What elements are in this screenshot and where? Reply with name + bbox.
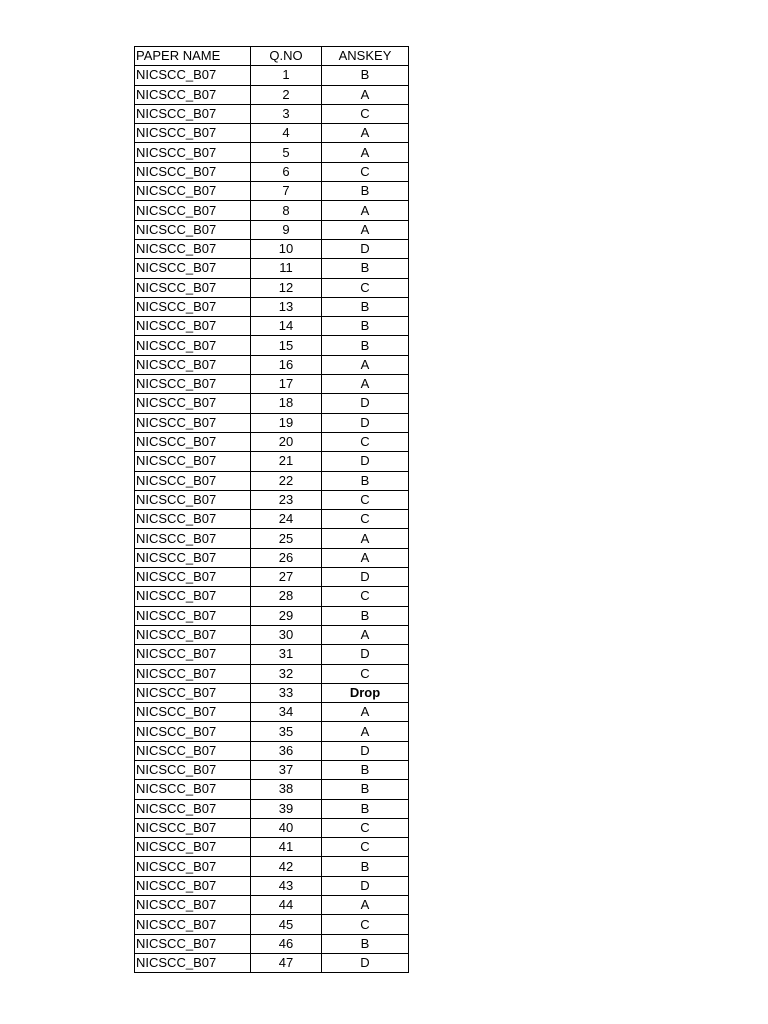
paper-name-cell: NICSCC_B07 — [135, 162, 251, 181]
paper-name-cell: NICSCC_B07 — [135, 124, 251, 143]
question-number-cell: 19 — [251, 413, 322, 432]
table-row — [135, 182, 409, 201]
paper-name-cell: NICSCC_B07 — [135, 780, 251, 799]
table-row — [135, 683, 409, 702]
answer-key-cell: B — [322, 317, 409, 336]
answer-key-cell: C — [322, 587, 409, 606]
answer-key-cell: D — [322, 645, 409, 664]
table-row — [135, 336, 409, 355]
answer-key-cell: A — [322, 703, 409, 722]
header-qno: Q.NO — [251, 47, 322, 66]
answer-key-cell: B — [322, 182, 409, 201]
answer-key-cell: C — [322, 162, 409, 181]
table-row — [135, 432, 409, 451]
table-row — [135, 510, 409, 529]
answer-key-cell: C — [322, 915, 409, 934]
answer-key-cell: D — [322, 741, 409, 760]
paper-name-cell: NICSCC_B07 — [135, 413, 251, 432]
answer-key-cell: D — [322, 953, 409, 972]
question-number-cell: 33 — [251, 683, 322, 702]
paper-name-cell: NICSCC_B07 — [135, 818, 251, 837]
answer-key-cell: C — [322, 838, 409, 857]
question-number-cell: 5 — [251, 143, 322, 162]
table-row — [135, 741, 409, 760]
table-row — [135, 375, 409, 394]
paper-name-cell: NICSCC_B07 — [135, 799, 251, 818]
question-number-cell: 16 — [251, 355, 322, 374]
question-number-cell: 2 — [251, 85, 322, 104]
table-row — [135, 317, 409, 336]
paper-name-cell: NICSCC_B07 — [135, 336, 251, 355]
answer-key-cell: D — [322, 413, 409, 432]
paper-name-cell: NICSCC_B07 — [135, 568, 251, 587]
question-number-cell: 17 — [251, 375, 322, 394]
paper-name-cell: NICSCC_B07 — [135, 741, 251, 760]
paper-name-cell: NICSCC_B07 — [135, 375, 251, 394]
question-number-cell: 30 — [251, 625, 322, 644]
table-row — [135, 124, 409, 143]
answer-key-cell: C — [322, 432, 409, 451]
question-number-cell: 40 — [251, 818, 322, 837]
question-number-cell: 18 — [251, 394, 322, 413]
table-row — [135, 355, 409, 374]
table-row — [135, 394, 409, 413]
table-row — [135, 548, 409, 567]
table-row — [135, 201, 409, 220]
answer-key-cell: C — [322, 104, 409, 123]
question-number-cell: 12 — [251, 278, 322, 297]
answer-key-cell: B — [322, 336, 409, 355]
table-row — [135, 452, 409, 471]
question-number-cell: 26 — [251, 548, 322, 567]
paper-name-cell: NICSCC_B07 — [135, 548, 251, 567]
paper-name-cell: NICSCC_B07 — [135, 896, 251, 915]
paper-name-cell: NICSCC_B07 — [135, 143, 251, 162]
paper-name-cell: NICSCC_B07 — [135, 317, 251, 336]
table-row — [135, 104, 409, 123]
question-number-cell: 24 — [251, 510, 322, 529]
paper-name-cell: NICSCC_B07 — [135, 915, 251, 934]
paper-name-cell: NICSCC_B07 — [135, 645, 251, 664]
answer-key-cell: B — [322, 66, 409, 85]
table-body — [135, 66, 409, 973]
paper-name-cell: NICSCC_B07 — [135, 625, 251, 644]
answer-key-cell: A — [322, 124, 409, 143]
table-row — [135, 66, 409, 85]
table-row — [135, 568, 409, 587]
answer-key-cell: C — [322, 510, 409, 529]
question-number-cell: 31 — [251, 645, 322, 664]
question-number-cell: 29 — [251, 606, 322, 625]
question-number-cell: 45 — [251, 915, 322, 934]
table-row — [135, 606, 409, 625]
header-paper-name: PAPER NAME — [135, 47, 251, 66]
question-number-cell: 14 — [251, 317, 322, 336]
paper-name-cell: NICSCC_B07 — [135, 259, 251, 278]
paper-name-cell: NICSCC_B07 — [135, 85, 251, 104]
table-row — [135, 780, 409, 799]
table-row — [135, 838, 409, 857]
table-row — [135, 471, 409, 490]
answer-key-table — [134, 46, 409, 973]
paper-name-cell: NICSCC_B07 — [135, 201, 251, 220]
answer-key-cell: D — [322, 876, 409, 895]
question-number-cell: 39 — [251, 799, 322, 818]
paper-name-cell: NICSCC_B07 — [135, 239, 251, 258]
question-number-cell: 4 — [251, 124, 322, 143]
table-row — [135, 143, 409, 162]
paper-name-cell: NICSCC_B07 — [135, 529, 251, 548]
paper-name-cell: NICSCC_B07 — [135, 432, 251, 451]
table-row — [135, 799, 409, 818]
paper-name-cell: NICSCC_B07 — [135, 606, 251, 625]
table-row — [135, 934, 409, 953]
question-number-cell: 8 — [251, 201, 322, 220]
question-number-cell: 41 — [251, 838, 322, 857]
paper-name-cell: NICSCC_B07 — [135, 664, 251, 683]
answer-key-cell: A — [322, 220, 409, 239]
answer-key-cell: A — [322, 896, 409, 915]
answer-key-cell: B — [322, 297, 409, 316]
question-number-cell: 25 — [251, 529, 322, 548]
table-row — [135, 857, 409, 876]
question-number-cell: 36 — [251, 741, 322, 760]
paper-name-cell: NICSCC_B07 — [135, 510, 251, 529]
answer-key-cell: A — [322, 85, 409, 104]
header-anskey: ANSKEY — [322, 47, 409, 66]
question-number-cell: 38 — [251, 780, 322, 799]
paper-name-cell: NICSCC_B07 — [135, 760, 251, 779]
paper-name-cell: NICSCC_B07 — [135, 394, 251, 413]
answer-key-cell: A — [322, 375, 409, 394]
question-number-cell: 21 — [251, 452, 322, 471]
paper-name-cell: NICSCC_B07 — [135, 838, 251, 857]
answer-key-cell: B — [322, 471, 409, 490]
header-row — [135, 47, 409, 66]
paper-name-cell: NICSCC_B07 — [135, 452, 251, 471]
question-number-cell: 43 — [251, 876, 322, 895]
table-row — [135, 259, 409, 278]
table-row — [135, 278, 409, 297]
answer-key-cell: B — [322, 934, 409, 953]
paper-name-cell: NICSCC_B07 — [135, 297, 251, 316]
answer-key-cell: C — [322, 278, 409, 297]
table-row — [135, 413, 409, 432]
answer-key-cell: Drop — [322, 683, 409, 702]
question-number-cell: 1 — [251, 66, 322, 85]
question-number-cell: 15 — [251, 336, 322, 355]
table-row — [135, 953, 409, 972]
question-number-cell: 23 — [251, 490, 322, 509]
answer-key-cell: A — [322, 625, 409, 644]
paper-name-cell: NICSCC_B07 — [135, 703, 251, 722]
table-row — [135, 85, 409, 104]
paper-name-cell: NICSCC_B07 — [135, 490, 251, 509]
paper-name-cell: NICSCC_B07 — [135, 587, 251, 606]
table-row — [135, 529, 409, 548]
answer-key-cell: C — [322, 664, 409, 683]
table-row — [135, 297, 409, 316]
answer-key-cell: A — [322, 529, 409, 548]
question-number-cell: 3 — [251, 104, 322, 123]
answer-key-cell: A — [322, 355, 409, 374]
table-row — [135, 239, 409, 258]
question-number-cell: 46 — [251, 934, 322, 953]
answer-key-cell: B — [322, 857, 409, 876]
question-number-cell: 28 — [251, 587, 322, 606]
table-row — [135, 645, 409, 664]
table-row — [135, 818, 409, 837]
answer-key-cell: A — [322, 143, 409, 162]
answer-key-cell: B — [322, 799, 409, 818]
table-row — [135, 760, 409, 779]
paper-name-cell: NICSCC_B07 — [135, 857, 251, 876]
table-row — [135, 664, 409, 683]
paper-name-cell: NICSCC_B07 — [135, 471, 251, 490]
paper-name-cell: NICSCC_B07 — [135, 953, 251, 972]
question-number-cell: 22 — [251, 471, 322, 490]
paper-name-cell: NICSCC_B07 — [135, 722, 251, 741]
answer-key-cell: B — [322, 760, 409, 779]
table-row — [135, 876, 409, 895]
paper-name-cell: NICSCC_B07 — [135, 934, 251, 953]
table-row — [135, 625, 409, 644]
table-row — [135, 896, 409, 915]
answer-key-cell: A — [322, 201, 409, 220]
question-number-cell: 34 — [251, 703, 322, 722]
table-header — [135, 47, 409, 66]
question-number-cell: 6 — [251, 162, 322, 181]
table-row — [135, 220, 409, 239]
answer-key-cell: B — [322, 780, 409, 799]
answer-key-cell: D — [322, 568, 409, 587]
answer-key-cell: B — [322, 606, 409, 625]
table-row — [135, 915, 409, 934]
table-row — [135, 162, 409, 181]
paper-name-cell: NICSCC_B07 — [135, 876, 251, 895]
question-number-cell: 27 — [251, 568, 322, 587]
answer-key-cell: B — [322, 259, 409, 278]
question-number-cell: 35 — [251, 722, 322, 741]
question-number-cell: 10 — [251, 239, 322, 258]
table-row — [135, 722, 409, 741]
paper-name-cell: NICSCC_B07 — [135, 220, 251, 239]
answer-key-cell: A — [322, 548, 409, 567]
table-row — [135, 587, 409, 606]
question-number-cell: 20 — [251, 432, 322, 451]
question-number-cell: 32 — [251, 664, 322, 683]
question-number-cell: 11 — [251, 259, 322, 278]
paper-name-cell: NICSCC_B07 — [135, 66, 251, 85]
question-number-cell: 7 — [251, 182, 322, 201]
answer-key-cell: D — [322, 452, 409, 471]
answer-key-cell: C — [322, 818, 409, 837]
question-number-cell: 9 — [251, 220, 322, 239]
paper-name-cell: NICSCC_B07 — [135, 683, 251, 702]
table-row — [135, 490, 409, 509]
paper-name-cell: NICSCC_B07 — [135, 278, 251, 297]
answer-key-cell: A — [322, 722, 409, 741]
paper-name-cell: NICSCC_B07 — [135, 104, 251, 123]
question-number-cell: 44 — [251, 896, 322, 915]
question-number-cell: 37 — [251, 760, 322, 779]
question-number-cell: 47 — [251, 953, 322, 972]
answer-key-cell: D — [322, 239, 409, 258]
answer-key-cell: C — [322, 490, 409, 509]
paper-name-cell: NICSCC_B07 — [135, 355, 251, 374]
paper-name-cell: NICSCC_B07 — [135, 182, 251, 201]
question-number-cell: 13 — [251, 297, 322, 316]
table-row — [135, 703, 409, 722]
answer-key-cell: D — [322, 394, 409, 413]
question-number-cell: 42 — [251, 857, 322, 876]
